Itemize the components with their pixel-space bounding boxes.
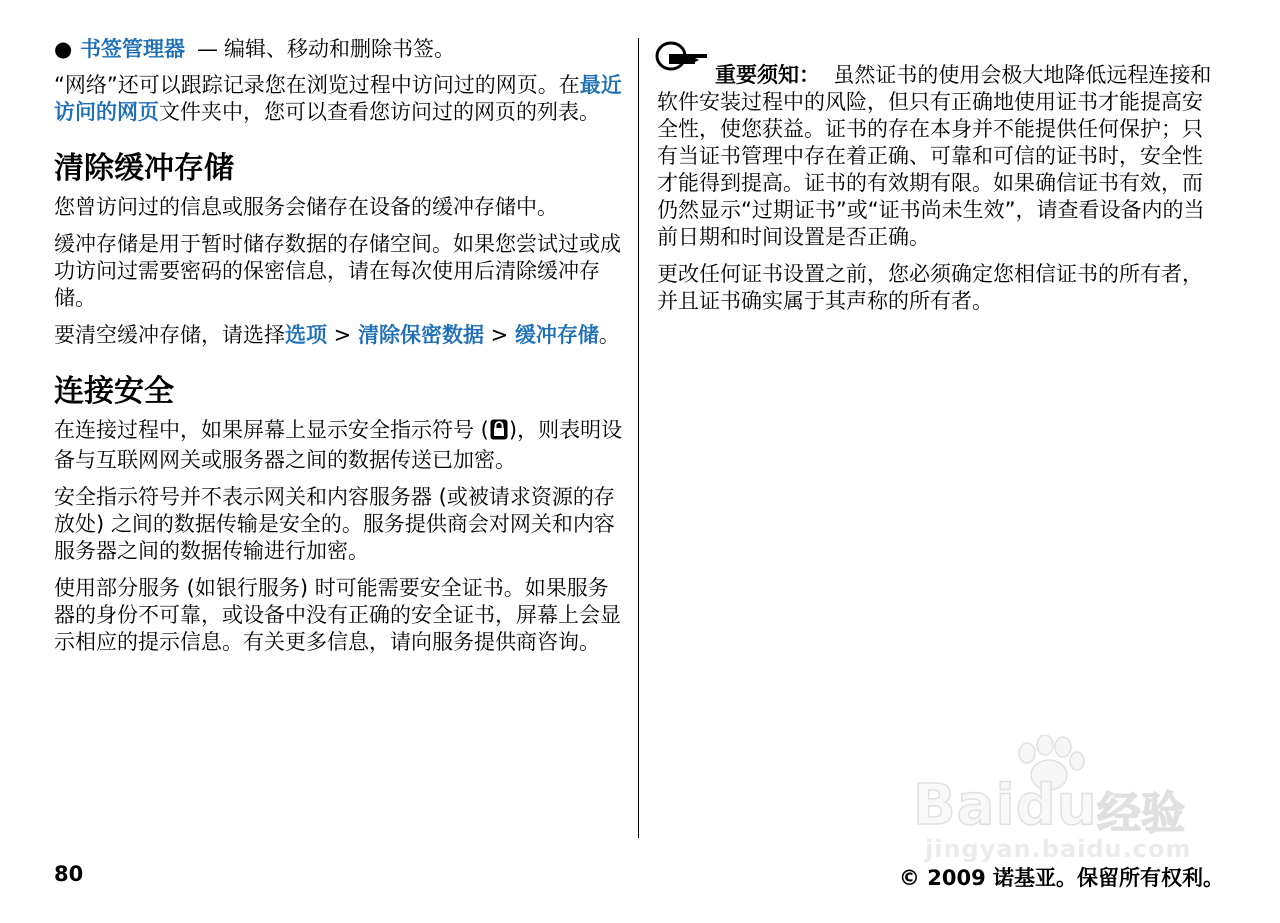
important-note (657, 62, 1223, 251)
note-text: 虽然证书的使用会极大地降低远程连接和软件安装过程中的风险，但只有正确地使用证书才能提高安全性，使您获益。证书的存在本身并不能提供任何保护；只有当证书管理中存在着正确、可靠和可信的证书时，安全性才能得到提高。证书的有效期有限。如果确信证书有效，而仍然显示“过期证书”或“证书尚未生效”，请查看设备内的当前日期和时间设置是否正确。 (657, 63, 1212, 249)
path-separator: > (483, 323, 515, 347)
bullet-text: 编辑、移动和删除书签。 (224, 37, 455, 61)
security-paragraph-2: 安全指示符号并不表示网关和内容服务器 (或被请求资源的存放处) 之间的数据传输是安全的。服务提供商会对网关和内容服务器之间的数据传输进行加密。 (54, 485, 615, 563)
left-column (54, 36, 626, 666)
security-paragraph-3: 使用部分服务 (如银行服务) 时可能需要安全证书。如果服务器的身份不可靠，或设备中没有正确的安全证书，屏幕上会显示相应的提示信息。有关更多信息，请向服务提供商咨询。 (54, 576, 621, 654)
copyright: © 2009 诺基亚。保留所有权利。 (898, 866, 1224, 890)
cache-paragraph-3 (54, 322, 626, 349)
right-column (657, 62, 1223, 325)
bullet-icon: ● (54, 37, 73, 61)
dash: — (197, 37, 218, 61)
watermark (905, 735, 1205, 875)
path-separator: > (327, 323, 358, 347)
web-history-paragraph (54, 72, 626, 126)
column-divider (638, 38, 639, 838)
bullet-item (54, 36, 626, 63)
para-text: 文件夹中，您可以查看您访问过的网页的列表。 (159, 100, 600, 124)
cache-paragraph-2: 缓冲存储是用于暂时储存数据的存储空间。如果您尝试过或成功访问过需要密码的保密信息，请在每次使用后清除缓冲存储。 (54, 232, 621, 310)
recent-pages-link[interactable]: 最近访问的网页 (54, 73, 622, 124)
lock-icon (490, 419, 508, 447)
note-label: 重要须知： (715, 63, 820, 87)
cache-link[interactable]: 缓冲存储 (514, 323, 599, 347)
page-number: 80 (54, 862, 84, 886)
section-heading-connection-security: 连接安全 (54, 374, 174, 409)
options-link[interactable]: 选项 (285, 323, 327, 347)
para-text: 在连接过程中，如果屏幕上显示安全指示符号 ( (54, 418, 489, 442)
clear-privacy-data-link[interactable]: 清除保密数据 (357, 323, 484, 347)
bookmark-manager-link[interactable]: 书签管理器 (80, 37, 185, 61)
para-text: )，则表明设备与互联网网关或服务器之间的数据传送已加密。 (54, 418, 623, 472)
watermark-brand: Baidu (913, 773, 1098, 838)
security-paragraph-1 (54, 417, 626, 474)
cache-paragraph-1: 您曾访问过的信息或服务会储存在设备的缓冲存储中。 (54, 195, 558, 219)
para-text: “网络”还可以跟踪记录您在浏览过程中访问过的网页。在 (54, 73, 580, 97)
section-heading-clear-cache: 清除缓冲存储 (54, 151, 234, 186)
para-text: 要清空缓冲存储，请选择 (54, 323, 285, 347)
certificate-paragraph: 更改任何证书设置之前，您必须确定您相信证书的所有者，并且证书确实属于其声称的所有者。 (657, 262, 1203, 313)
note-hand-icon (655, 40, 711, 76)
watermark-brand-cn: 经验 (1097, 788, 1185, 839)
watermark-url: jingyan.baidu.com (925, 835, 1192, 863)
para-text: 。 (598, 323, 620, 347)
